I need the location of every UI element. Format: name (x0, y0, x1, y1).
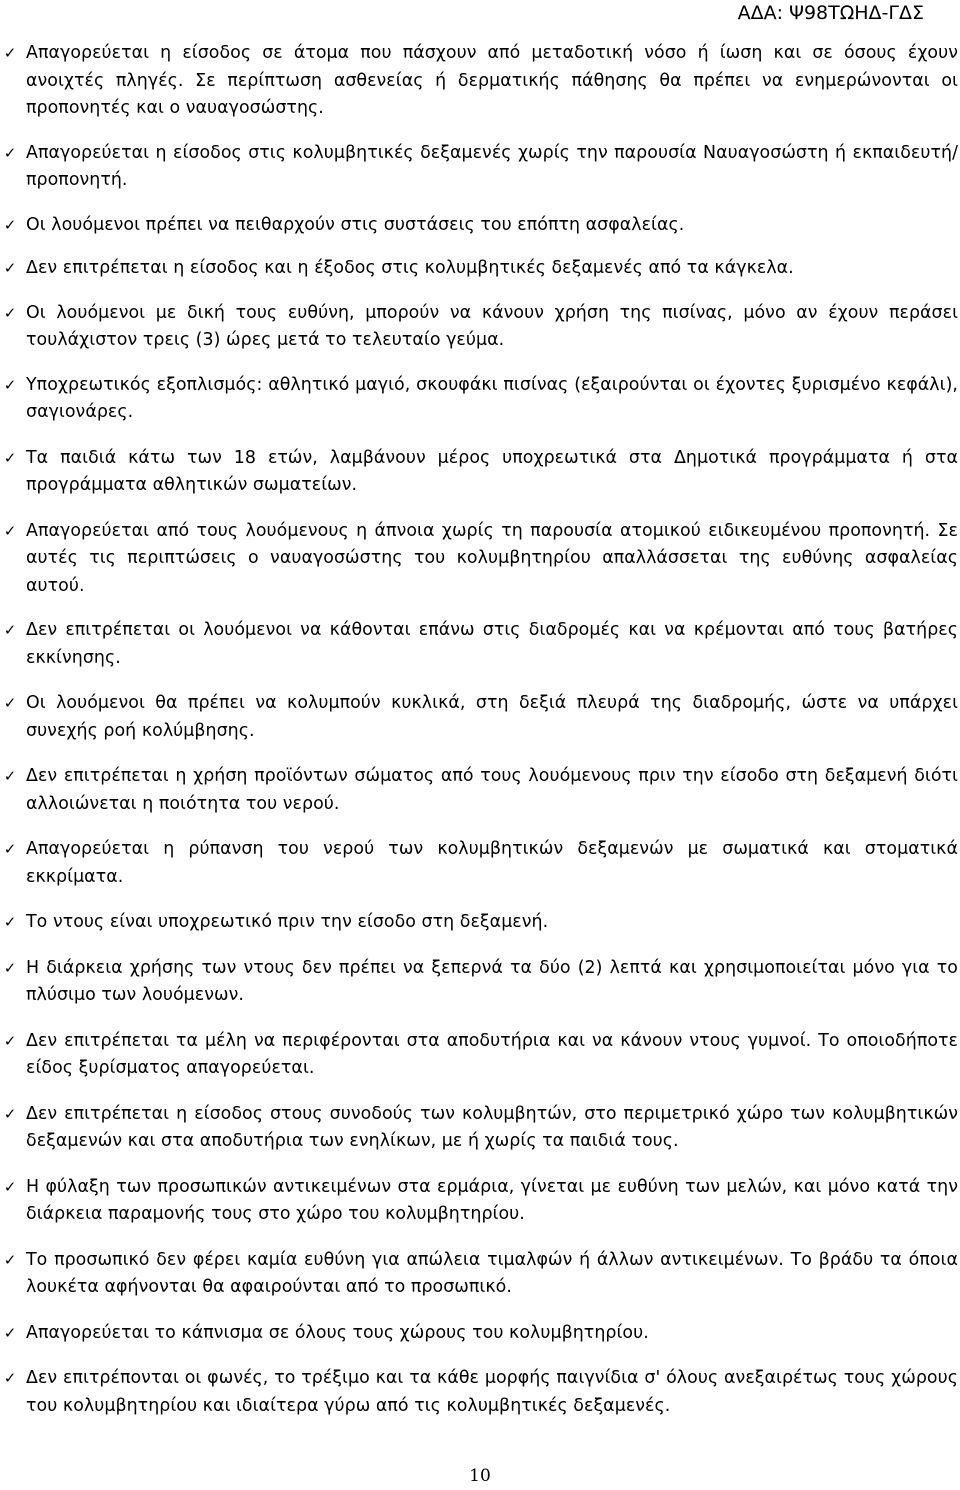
rule-item (0, 1320, 958, 1348)
rule-item (0, 255, 958, 283)
rule-item (0, 1028, 958, 1083)
rule-text: Τα παιδιά κάτω των 18 ετών, λαμβάνουν μέρος υποχρεωτικά στα Δημοτικά προγράμματα ή στα προγράμματα αθλητικών σωματείων. (26, 447, 958, 495)
document-code: ΑΔΑ: Ψ98ΤΩΗΔ-ΓΔΣ (737, 2, 924, 24)
check-mark-icon: ✓ (3, 913, 17, 931)
rules-list (0, 40, 958, 1420)
rule-text: Δεν επιτρέπεται η είσοδος και η έξοδος στις κολυμβητικές δεξαμενές από τα κάγκελα. (26, 258, 794, 278)
rule-text: Δεν επιτρέπεται η είσοδος στους συνοδούς των κολυμβητών, στο περιμετρικό χώρο των κολυμβητικών δεξαμενών και στα αποδυτήρια των ενηλίκων, με ή χωρίς τα παιδιά τους. (26, 1103, 958, 1151)
rule-text: Δεν επιτρέπεται τα μέλη να περιφέρονται στα αποδυτήρια και να κάνουν ντους γυμνοί. Το οποιοδήποτε είδος ξυρίσματος απαγορεύεται. (26, 1030, 958, 1078)
rule-item (0, 140, 958, 195)
check-mark-icon: ✓ (3, 259, 17, 277)
check-mark-icon: ✓ (3, 621, 17, 639)
check-mark-icon: ✓ (3, 303, 17, 322)
check-mark-icon: ✓ (3, 1104, 17, 1123)
rule-text: Οι λουόμενοι πρέπει να πειθαρχούν στις συστάσεις του επόπτη ασφαλείας. (26, 214, 685, 235)
rule-item (0, 372, 958, 427)
check-mark-icon: ✓ (3, 375, 17, 394)
rule-item (0, 955, 958, 1010)
rule-text: Απαγορεύεται από τους λουόμενους η άπνοια χωρίς τη παρουσία ατομικού ειδικευμένου προπονητή. Σε αυτές τις περιπτώσεις ο ναυαγοσώστης του κολυμβητηρίου απαλλάσσεται της ευθύνης ασφαλείας αυτού. (26, 520, 958, 596)
check-mark-icon: ✓ (3, 44, 17, 62)
rule-text: Η φύλαξη των προσωπικών αντικειμένων στα ερμάρια, γίνεται με ευθύνη των μελών, και μόνο κατά την διάρκεια παραμονής τους στο χώρο του κολυμβητηρίου. (26, 1176, 958, 1224)
rule-item (0, 445, 958, 500)
rule-text: Το προσωπικό δεν φέρει καμία ευθύνη για απώλεια τιμαλφών ή άλλων αντικειμένων. Το βράδυ τα όποια λουκέτα αφήνονται θα αφαιρούνται από το προσωπικό. (26, 1249, 958, 1297)
check-mark-icon: ✓ (3, 1031, 17, 1050)
rule-text: Οι λουόμενοι με δική τους ευθύνη, μπορούν να κάνουν χρήση της πισίνας, μόνο αν έχουν περάσει τουλάχιστον τρεις (3) ώρες μετά το τελευταίο γεύμα. (26, 302, 958, 350)
rule-item (0, 909, 958, 937)
rule-item (0, 518, 958, 601)
rule-text: Υποχρεωτικός εξοπλισμός: αθλητικό μαγιό, σκουφάκι πισίνας (εξαιρούνται οι έχοντες ξυρισμένο κεφάλι), σαγιονάρες. (26, 374, 958, 422)
rule-text: Δεν επιτρέπεται οι λουόμενοι να κάθονται επάνω στις διαδρομές και να κρέμονται από τους βατήρες εκκίνησης. (26, 620, 958, 668)
check-mark-icon: ✓ (3, 1323, 17, 1342)
rule-item (0, 836, 958, 891)
rule-item (0, 300, 958, 355)
rule-text: Απαγορεύεται η είσοδος στις κολυμβητικές δεξαμενές χωρίς την παρουσία Ναυαγοσώστη ή εκπαιδευτή/προπονητή. (26, 142, 958, 190)
rule-item (0, 212, 958, 240)
rule-item (0, 1365, 958, 1420)
check-mark-icon: ✓ (3, 521, 17, 540)
check-mark-icon: ✓ (3, 958, 17, 977)
rule-text: Απαγορεύεται η ρύπανση του νερού των κολυμβητικών δεξαμενών με σωματικά και στοματικά εκκρίματα. (26, 839, 958, 887)
check-mark-icon: ✓ (3, 448, 17, 467)
page-number: 10 (469, 1466, 491, 1486)
rule-item (0, 690, 958, 745)
rule-item (0, 617, 958, 672)
rule-item (0, 1174, 958, 1229)
rule-text: Οι λουόμενοι θα πρέπει να κολυμπούν κυκλικά, στη δεξιά πλευρά της διαδρομής, ώστε να υπάρχει συνεχής ροή κολύμβησης. (26, 693, 958, 741)
rule-item (0, 763, 958, 818)
rule-item (0, 1101, 958, 1156)
rule-text: Το ντους είναι υποχρεωτικό πριν την είσοδο στη δεξαμενή. (26, 912, 549, 932)
check-mark-icon: ✓ (3, 215, 17, 234)
rule-item (0, 40, 958, 123)
rule-text: Δεν επιτρέπεται η χρήση προϊόντων σώματος από τους λουόμενους πριν την είσοδο στη δεξαμενή διότι αλλοιώνεται η ποιότητα του νερού. (26, 766, 958, 814)
check-mark-icon: ✓ (3, 694, 17, 712)
check-mark-icon: ✓ (3, 1369, 17, 1387)
check-mark-icon: ✓ (3, 1250, 17, 1269)
rule-text: Απαγορεύεται η είσοδος σε άτομα που πάσχουν από μεταδοτική νόσο ή ίωση και σε όσους έχουν ανοιχτές πληγές. Σε περίπτωση ασθενείας ή δερματικής πάθησης θα πρέπει να ενημερώνονται οι προπονητές και ο ναυαγοσώστης. (26, 43, 958, 118)
rule-text: Η διάρκεια χρήσης των ντους δεν πρέπει να ξεπερνά τα δύο (2) λεπτά και χρησιμοποιείται μόνο για το πλύσιμο των λουόμενων. (26, 957, 958, 1005)
check-mark-icon: ✓ (3, 767, 17, 785)
check-mark-icon: ✓ (3, 1177, 17, 1196)
check-mark-icon: ✓ (3, 143, 17, 162)
rule-text: Δεν επιτρέπονται οι φωνές, το τρέξιμο και τα κάθε μορφής παιγνίδια σ' όλους ανεξαιρέτως τους χώρους του κολυμβητηρίου και ιδιαίτερα γύρω από τις κολυμβητικές δεξαμενές. (26, 1368, 958, 1416)
rule-item (0, 1247, 958, 1302)
rule-text: Απαγορεύεται το κάπνισμα σε όλους τους χώρους του κολυμβητηρίου. (26, 1322, 649, 1343)
check-mark-icon: ✓ (3, 840, 17, 858)
